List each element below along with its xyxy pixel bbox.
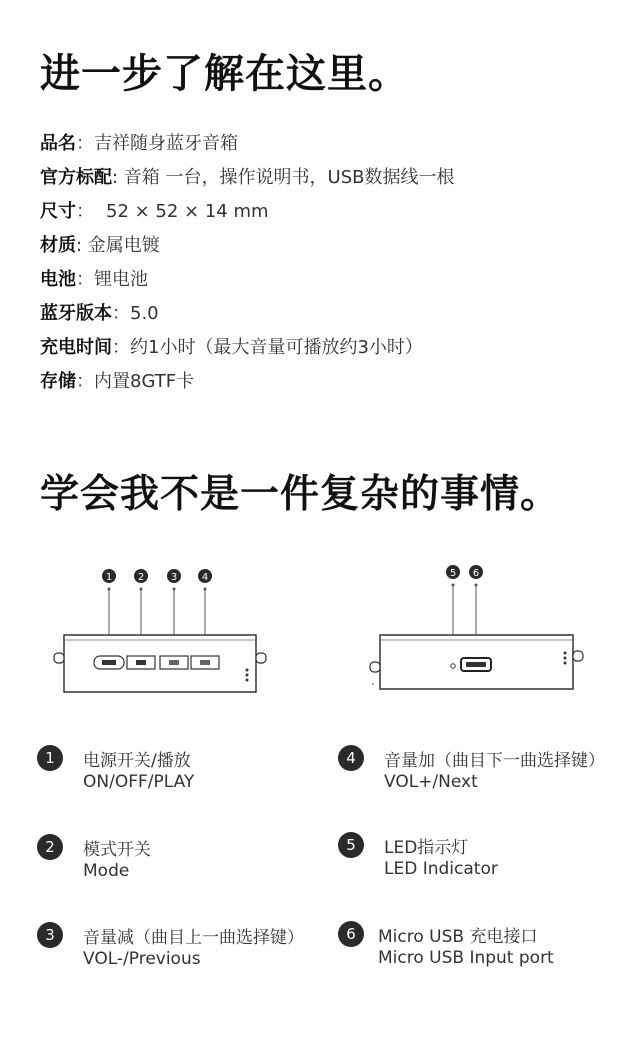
svg-text:1: 1 <box>105 572 113 583</box>
device-front-diagram <box>48 560 273 695</box>
legend-label-cn: 电源开关/播放 <box>83 751 191 771</box>
spec-value: 锂电池 <box>94 269 148 290</box>
spec-row-product-name: 品名：吉祥随身蓝牙音箱 <box>40 133 238 154</box>
legend-label-en: ON/OFF/PLAY <box>83 772 195 792</box>
spec-value: 5.0 <box>130 303 159 324</box>
spec-row-package: 官方标配: 音箱 一台，操作说明书，USB数据线一根 <box>40 167 455 188</box>
spec-key: 充电时间 <box>40 337 112 358</box>
section-title-specs: 进一步了解在这里。 <box>40 51 409 97</box>
legend-label-cn: LED指示灯 <box>384 838 469 858</box>
spec-key: 电池 <box>40 269 76 290</box>
legend-label-cn: 音量加（曲目下一曲选择键） <box>384 751 605 771</box>
spec-value: 约1小时（最大音量可播放约3小时） <box>130 337 423 358</box>
spec-value: 内置8GTF卡 <box>94 371 195 392</box>
legend-number: 5 <box>338 832 364 858</box>
legend-number: 4 <box>338 745 364 771</box>
legend-number: 6 <box>338 921 364 947</box>
legend-number: 2 <box>37 834 63 860</box>
spec-key: 存储 <box>40 371 76 392</box>
spec-value: 52 × 52 × 14 mm <box>106 201 269 222</box>
spec-key: 尺寸 <box>40 201 76 222</box>
spec-row-charge-time: 充电时间：约1小时（最大音量可播放约3小时） <box>40 337 423 358</box>
legend-label-en: Mode <box>83 861 130 881</box>
legend-label-cn: 音量减（曲目上一曲选择键） <box>83 928 304 948</box>
device-back-diagram <box>365 560 590 695</box>
spec-row-size: 尺寸： 52 × 52 × 14 mm <box>40 201 269 222</box>
spec-key: 蓝牙版本 <box>40 303 112 324</box>
legend-number: 1 <box>37 745 63 771</box>
legend-label-en: LED Indicator <box>384 859 498 879</box>
section-title-guide: 学会我不是一件复杂的事情。 <box>40 472 561 517</box>
spec-key: 官方标配 <box>40 167 112 188</box>
svg-text:4: 4 <box>201 572 209 583</box>
legend-label-cn: Micro USB 充电接口 <box>378 927 538 947</box>
spec-value: 吉祥随身蓝牙音箱 <box>94 133 238 154</box>
spec-value: 金属电镀 <box>87 235 160 256</box>
spec-row-battery: 电池：锂电池 <box>40 269 148 290</box>
legend-label-en: VOL-/Previous <box>83 949 201 969</box>
svg-text:5: 5 <box>449 568 457 579</box>
legend-label-cn: 模式开关 <box>83 840 151 860</box>
legend-label-en: VOL+/Next <box>384 772 478 792</box>
spec-row-material: 材质: 金属电镀 <box>40 235 160 256</box>
svg-text:3: 3 <box>170 572 178 583</box>
spec-row-storage: 存储：内置8GTF卡 <box>40 371 195 392</box>
spec-key: 材质 <box>40 235 76 256</box>
legend-label-en: Micro USB Input port <box>378 948 554 968</box>
legend-number: 3 <box>37 922 63 948</box>
spec-value: 音箱 一台，操作说明书，USB数据线一根 <box>123 167 455 188</box>
spec-key: 品名 <box>40 133 76 154</box>
svg-text:6: 6 <box>472 568 480 579</box>
spec-row-bluetooth: 蓝牙版本：5.0 <box>40 303 159 324</box>
svg-text:2: 2 <box>137 572 145 583</box>
